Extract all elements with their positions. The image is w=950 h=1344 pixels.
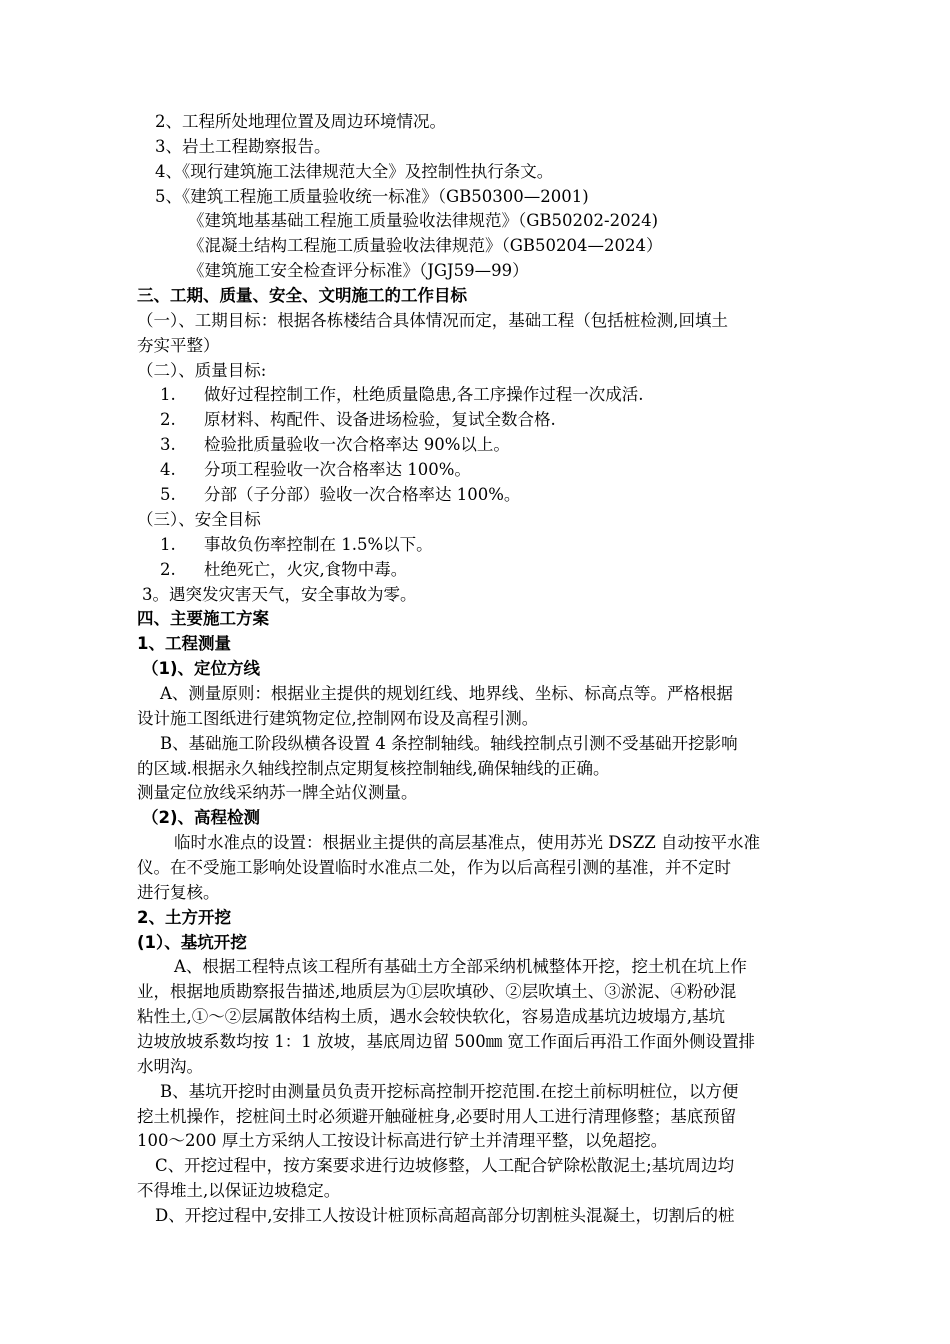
line-text: (1）、基坑开挖	[137, 933, 247, 952]
line-text: 进行复核。	[137, 883, 220, 902]
line-text: 《混凝土结构工程施工质量验收法律规范》（GB50204—2024）	[188, 236, 663, 255]
line-text: 原材料、构配件、设备进场检验，复试全数合格.	[204, 410, 556, 429]
line-text: B、基坑开挖时由测量员负责开挖标高控制开挖范围.在挖土前标明桩位，以方便	[160, 1082, 739, 1101]
list-number: 3.	[160, 435, 176, 454]
list-number: 5.	[160, 485, 176, 504]
line-text: 不得堆土,以保证边坡稳定。	[137, 1181, 341, 1200]
line-text: 1、工程测量	[137, 634, 231, 653]
line-text: 事故负伤率控制在 1.5%以下。	[204, 535, 433, 554]
line-text: 三、工期、质量、安全、文明施工的工作目标	[137, 286, 467, 305]
line-text: 测量定位放线采纳苏一牌全站仪测量。	[137, 783, 418, 802]
line-text: 水明沟。	[137, 1057, 203, 1076]
line-text: （二）、质量目标:	[137, 361, 267, 380]
line-text: 杜绝死亡，火灾,食物中毒。	[204, 560, 408, 579]
line-text: B、基础施工阶段纵横各设置 4 条控制轴线。轴线控制点引测不受基础开挖影响	[160, 734, 738, 753]
line-text: 业，根据地质勘察报告描述,地质层为①层吹填砂、②层吹填土、③淤泥、④粉砂混	[137, 982, 737, 1001]
list-number: 1.	[160, 535, 176, 554]
line-text: 4、《现行建筑施工法律规范大全》及控制性执行条文。	[155, 162, 554, 181]
line-text: A、根据工程特点该工程所有基础土方全部采纳机械整体开挖，挖土机在坑上作	[174, 957, 747, 976]
line-text: 3、岩土工程勘察报告。	[155, 137, 331, 156]
line-text: 边坡放坡系数均按 1：1 放坡，基底周边留 500㎜ 宽工作面后再沿工作面外侧设置排	[137, 1032, 755, 1051]
list-number: 2.	[160, 410, 176, 429]
line-text: （1)、定位方线	[142, 659, 261, 678]
line-text: 《建筑地基基础工程施工质量验收法律规范》（GB50202-2024)	[188, 211, 659, 230]
line-text: 粘性土,①～②层属散体结构土质，遇水会较快软化，容易造成基坑边坡塌方,基坑	[137, 1007, 725, 1026]
line-text: 分部（子分部）验收一次合格率达 100%。	[204, 485, 521, 504]
line-text: 3。遇突发灾害天气，安全事故为零。	[142, 585, 417, 604]
list-number: 2.	[160, 560, 176, 579]
line-text: 临时水准点的设置：根据业主提供的高层基准点，使用苏光 DSZZ 自动按平水准	[174, 833, 760, 852]
line-text: 2、土方开挖	[137, 908, 231, 927]
line-text: 四、主要施工方案	[137, 609, 269, 628]
line-text: 2、工程所处地理位置及周边环境情况。	[155, 112, 446, 131]
line-text: D、开挖过程中,安排工人按设计桩顶标高超高部分切割桩头混凝土，切割后的桩	[155, 1206, 735, 1225]
line-text: （2)、高程检测	[142, 808, 261, 827]
line-text: 夯实平整）	[137, 336, 220, 355]
line-text: 的区域.根据永久轴线控制点定期复核控制轴线,确保轴线的正确。	[137, 759, 610, 778]
line-text: （三）、安全目标	[137, 510, 261, 529]
line-text: 分项工程验收一次合格率达 100%。	[204, 460, 471, 479]
line-text: 《建筑施工安全检查评分标准》（JGJ59—99）	[188, 261, 529, 280]
line-text: 挖土机操作，挖桩间土时必须避开触碰桩身,必要时用人工进行清理修整；基底预留	[137, 1107, 737, 1126]
line-text: （一）、工期目标：根据各栋楼结合具体情况而定，基础工程（包括桩检测,回填土	[137, 311, 728, 330]
line-text: 检验批质量验收一次合格率达 90%以上。	[204, 435, 510, 454]
line-text: 仪。在不受施工影响处设置临时水准点二处，作为以后高程引测的基准，并不定时	[137, 858, 731, 877]
line-text: 5、《建筑工程施工质量验收统一标准》（GB50300—2001)	[155, 187, 589, 206]
line-text: C、开挖过程中，按方案要求进行边坡修整，人工配合铲除松散泥土;基坑周边均	[155, 1156, 735, 1175]
list-number: 4.	[160, 460, 176, 479]
list-number: 1.	[160, 385, 176, 404]
line-text: 做好过程控制工作，杜绝质量隐患,各工序操作过程一次成活.	[204, 385, 644, 404]
line-text: A、测量原则：根据业主提供的规划红线、地界线、坐标、标高点等。严格根据	[160, 684, 733, 703]
line-text: 100～200 厚土方采纳人工按设计标高进行铲土并清理平整，以免超挖。	[137, 1131, 668, 1150]
line-text: 设计施工图纸进行建筑物定位,控制网布设及高程引测。	[137, 709, 539, 728]
